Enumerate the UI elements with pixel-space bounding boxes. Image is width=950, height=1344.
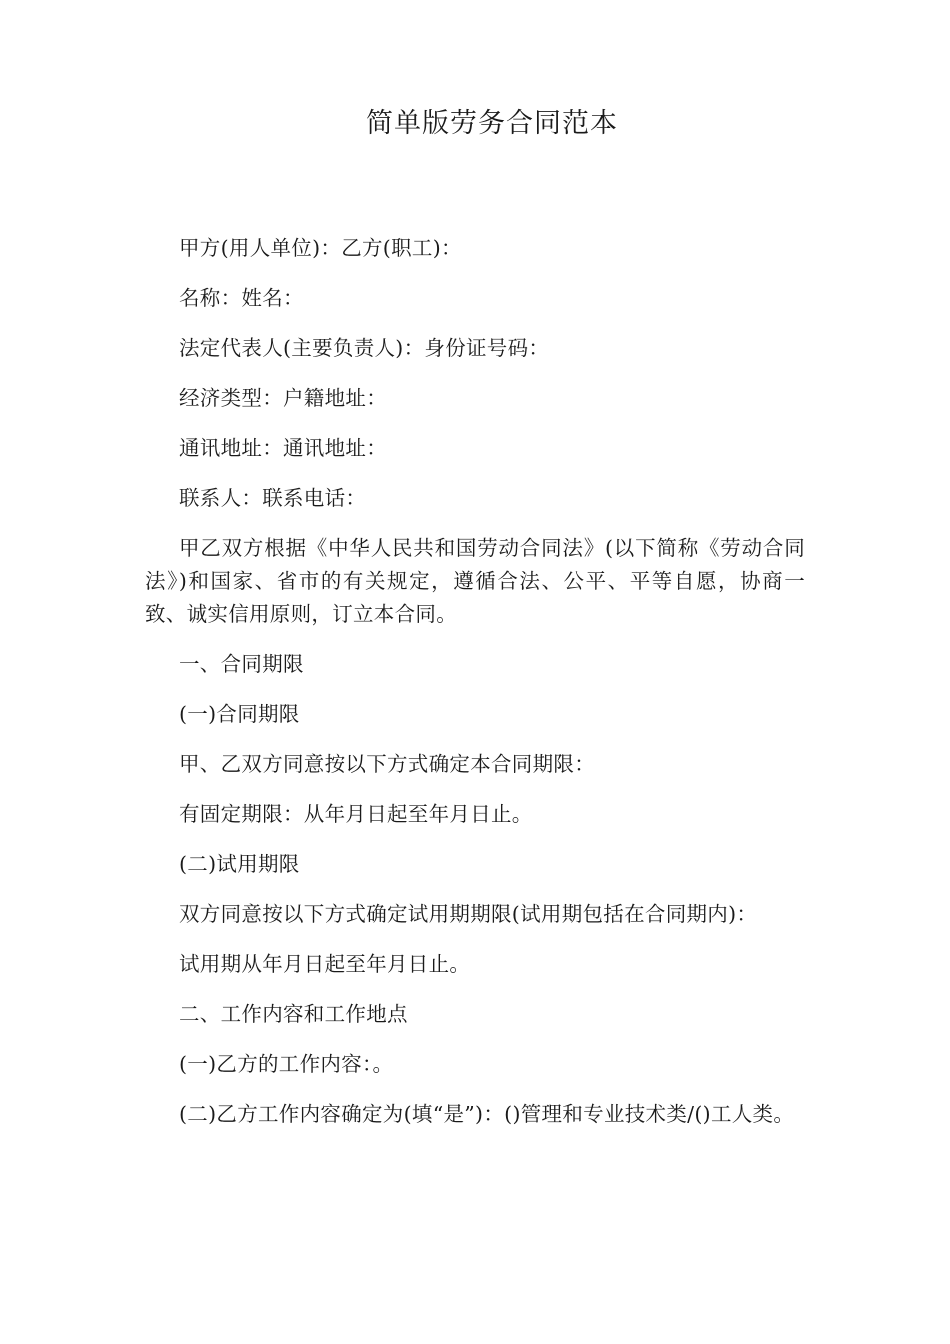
document-title: 简单版劳务合同范本 (366, 108, 618, 139)
clause-text: 试用期从年月日起至年月日止。 (179, 952, 471, 976)
party-header-line: 甲方(用人单位)：乙方(职工)： (179, 236, 462, 260)
contact-line: 联系人：联系电话： (179, 486, 367, 510)
clause-text: 有固定期限：从年月日起至年月日止。 (179, 802, 533, 826)
subsection-heading: (二)试用期限 (179, 852, 300, 876)
clause-text: 双方同意按以下方式确定试用期期限(试用期包括在合同期内)： (179, 902, 758, 926)
clause-text: (一)乙方的工作内容：。 (179, 1052, 394, 1076)
document-body (145, 232, 805, 1148)
clause-text: (二)乙方工作内容确定为(填“是”)：()管理和专业技术类/()工人类。 (179, 1102, 795, 1126)
address-line: 通讯地址：通讯地址： (179, 436, 387, 460)
clause-text: 甲、乙双方同意按以下方式确定本合同期限： (179, 752, 595, 776)
legal-rep-line: 法定代表人(主要负责人)：身份证号码： (179, 336, 550, 360)
name-line: 名称：姓名： (179, 286, 304, 310)
economic-type-line: 经济类型：户籍地址： (179, 386, 387, 410)
subsection-heading: (一)合同期限 (179, 702, 300, 726)
preamble-paragraph: 甲乙双方根据《中华人民共和国劳动合同法》(以下简称《劳动合同法》)和国家、省市的有关规定，遵循合法、公平、平等自愿，协商一致、诚实信用原则，订立本合同。 (145, 536, 805, 626)
section-heading: 二、工作内容和工作地点 (179, 1002, 408, 1026)
section-heading: 一、合同期限 (179, 652, 304, 676)
